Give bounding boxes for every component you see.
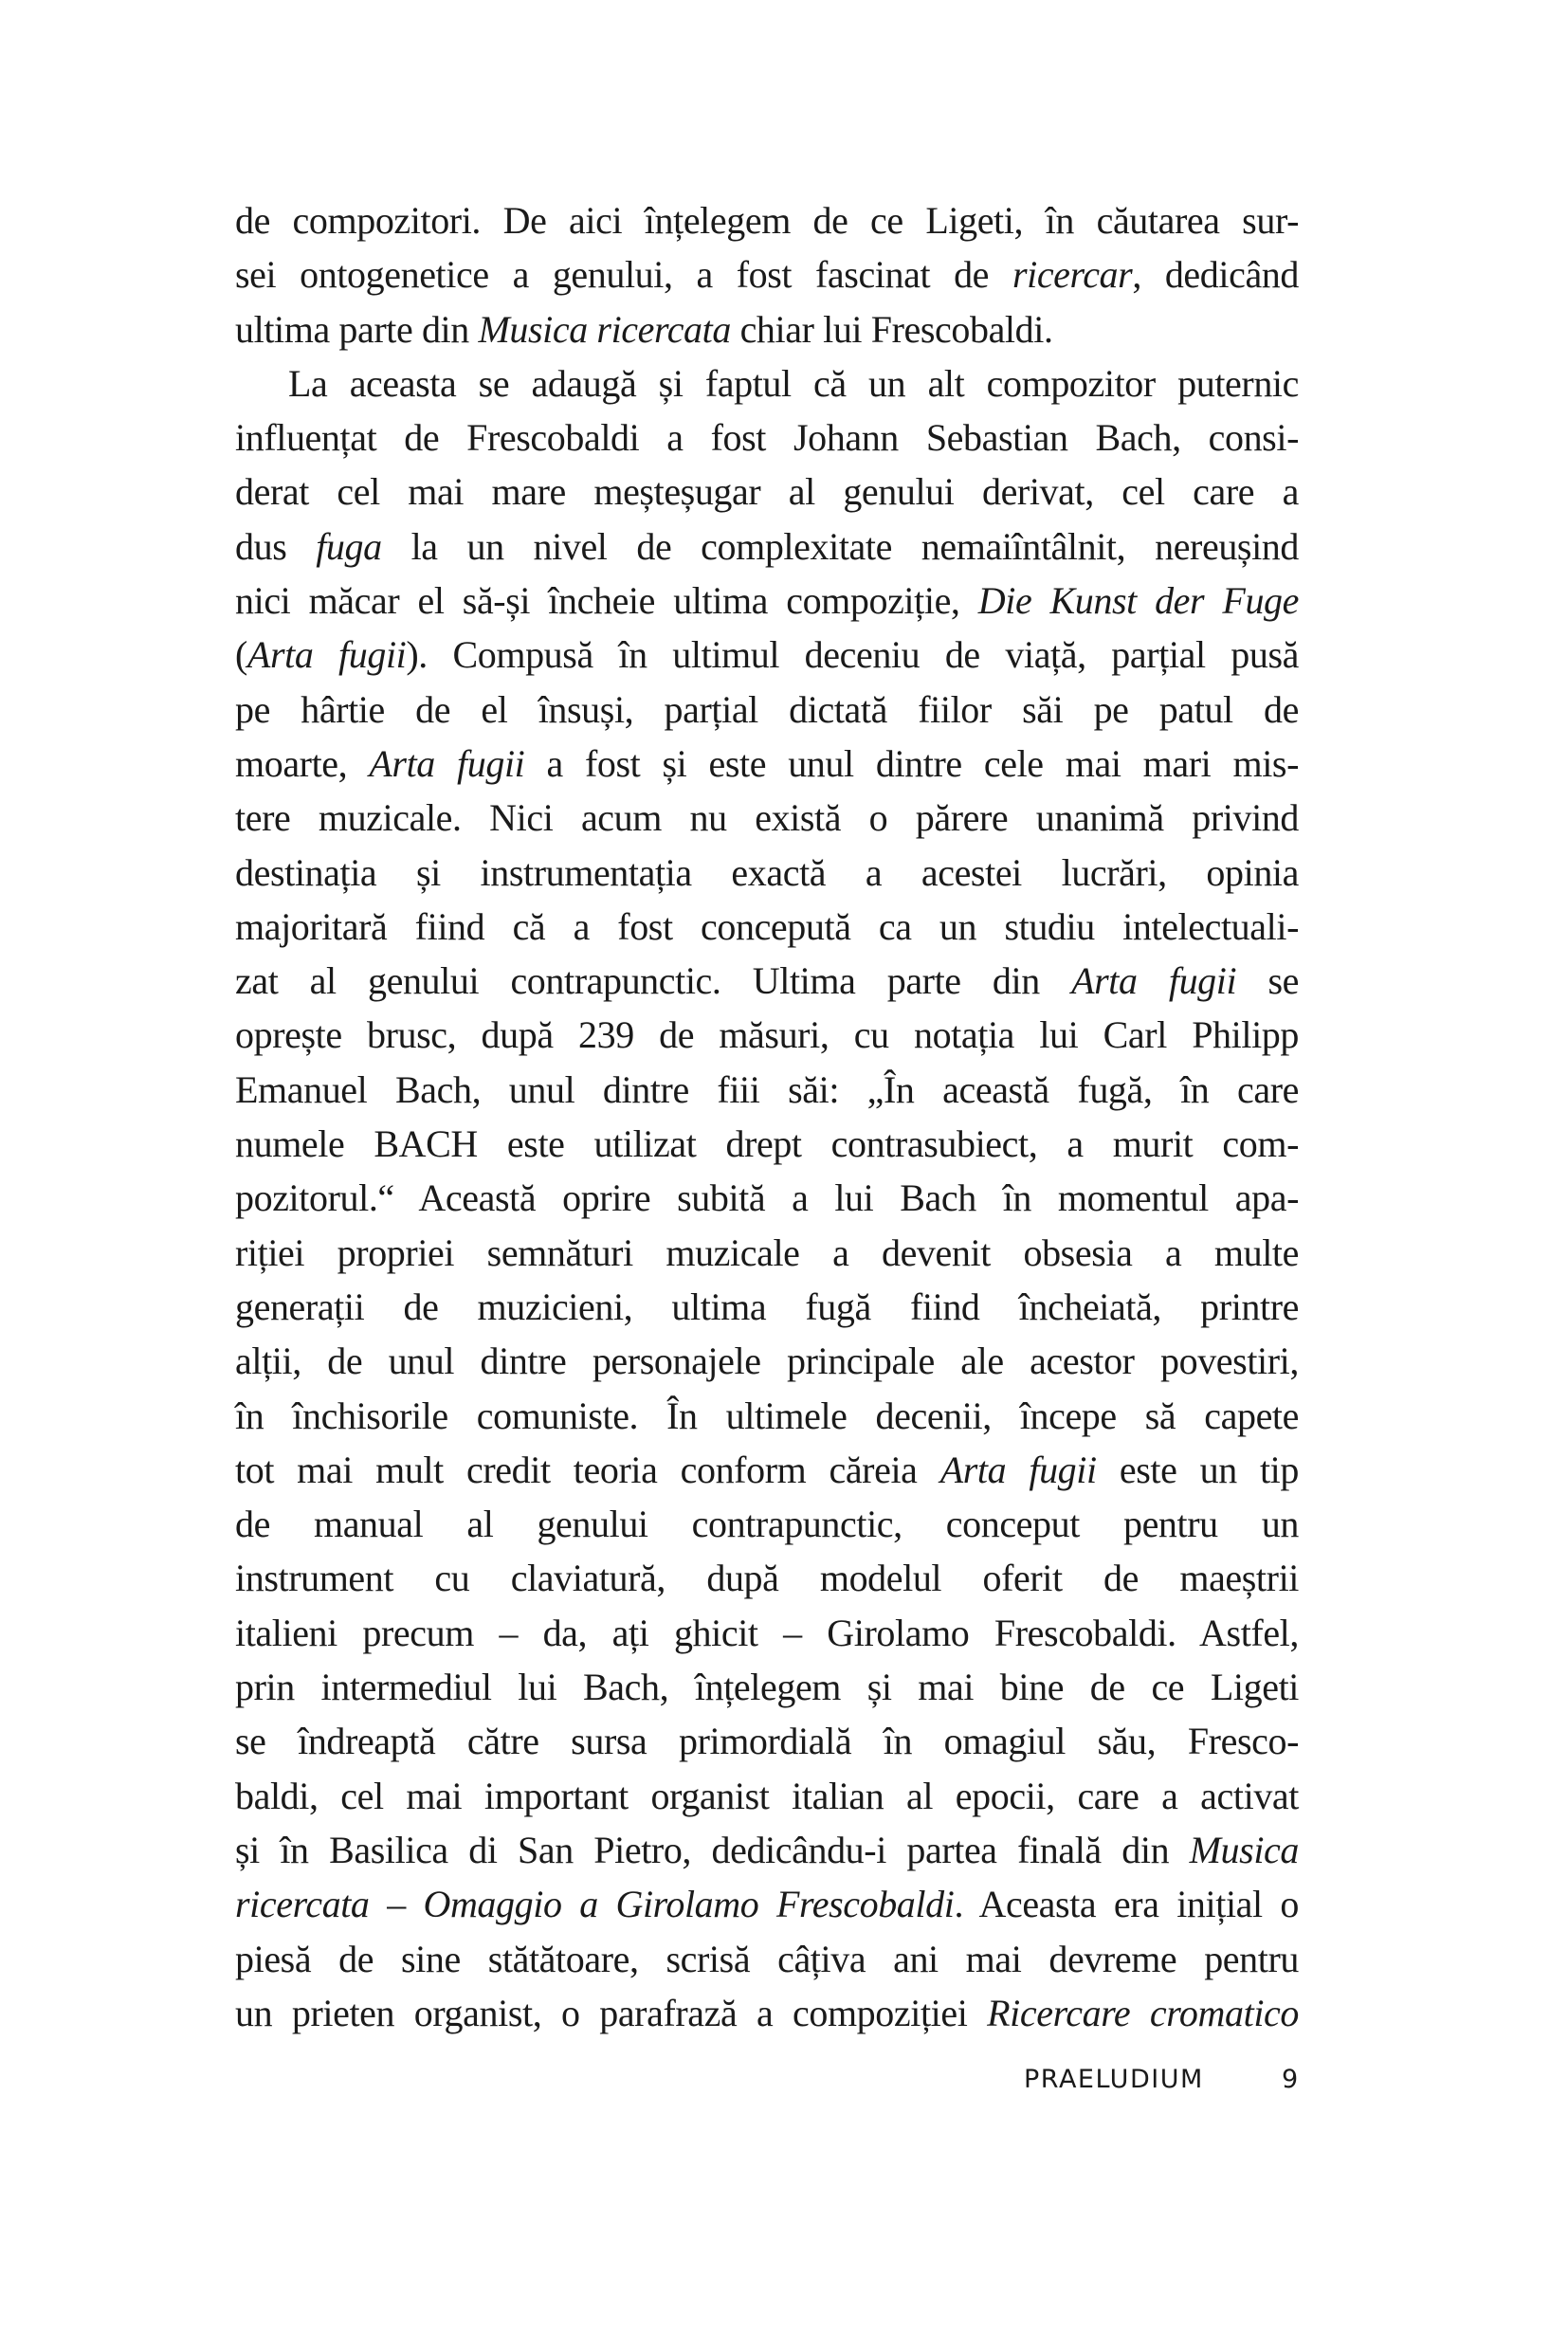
text-line (235, 302, 1299, 356)
italic-title: Musica (1189, 1828, 1299, 1871)
text-run: tere muzicale. Nici acum nu există o părere unanimă privind (235, 796, 1299, 840)
text-line (235, 954, 1299, 1008)
text-run: baldi, cel mai important organist italian al epocii, care a activat (235, 1774, 1299, 1817)
text-run: riției propriei semnături muzicale a devenit obsesia a multe (235, 1230, 1299, 1274)
italic-title: Ricercare cromatico (987, 1991, 1299, 2034)
text-line (235, 1986, 1299, 2040)
text-line (235, 683, 1299, 737)
text-run: se îndreaptă către sursa primordială în omagiul său, Fresco- (235, 1720, 1299, 1763)
text-run: ( (235, 633, 247, 677)
page-number: 9 (1282, 2065, 1300, 2094)
text-line (235, 1226, 1299, 1280)
text-line (235, 1280, 1299, 1334)
text-run: , dedicând (1132, 253, 1299, 297)
text-run: sei ontogenetice a genului, a fost fascinat de (235, 253, 1012, 297)
text-run: este un tip (1096, 1448, 1299, 1491)
text-line (235, 900, 1299, 954)
text-run: derat cel mai mare meșteșugar al genului derivat, cel care a (235, 470, 1299, 514)
text-line (235, 1877, 1299, 1931)
text-line (235, 519, 1299, 574)
text-run: influențat de Frescobaldi a fost Johann Sebastian Bach, consi- (235, 416, 1299, 460)
text-run: numele BACH este utilizat drept contrasubiect, a murit com- (235, 1122, 1299, 1166)
italic-title: fuga (316, 524, 382, 568)
italic-title: Arta fugii (1071, 959, 1237, 1003)
text-run: și în Basilica di San Pietro, dedicându-i partea finală din (235, 1828, 1190, 1871)
italic-title: Arta fugii (939, 1448, 1097, 1491)
italic-title: Arta fugii (369, 741, 525, 785)
text-line (235, 846, 1299, 900)
italic-title: ricercar (1012, 253, 1133, 297)
text-line (235, 247, 1299, 301)
text-line (235, 737, 1299, 791)
text-run: tot mai mult credit teoria conform căreia (235, 1448, 940, 1491)
text-run: piesă de sine stătătoare, scrisă câțiva ani mai devreme pentru (235, 1937, 1299, 1980)
text-line (235, 1389, 1299, 1443)
text-line (235, 1443, 1299, 1497)
text-run: italieni precum – da, ați ghicit – Girolamo Frescobaldi. Astfel, (235, 1611, 1299, 1654)
text-run: a fost și este unul dintre cele mai mari mis- (524, 741, 1300, 785)
text-line (235, 1660, 1299, 1714)
text-line (235, 791, 1299, 845)
italic-title: Musica ricercata (478, 307, 731, 351)
text-run: generații de muzicieni, ultima fugă fiind încheiată, printre (235, 1285, 1299, 1328)
text-run: La aceasta se adaugă și faptul că un alt compozitor puternic (288, 361, 1299, 405)
text-line (235, 1497, 1299, 1551)
text-line (235, 1063, 1299, 1117)
italic-title: Arta fugii (246, 633, 407, 677)
text-run: Emanuel Bach, unul dintre fiii săi: „În această fugă, în care (235, 1067, 1299, 1111)
body-text (235, 193, 1299, 2040)
text-run: moarte, (235, 741, 370, 785)
text-run: . Aceasta era inițial o (954, 1883, 1300, 1926)
text-run: dus (235, 524, 317, 568)
text-run: pe hârtie de el însuși, parțial dictată fiilor săi pe patul de (235, 687, 1299, 731)
text-run: majoritară fiind că a fost concepută ca un studiu intelectuali- (235, 904, 1299, 948)
text-line (235, 410, 1299, 465)
text-line (235, 1823, 1299, 1877)
text-run: prin intermediul lui Bach, înțelegem și mai bine de ce Ligeti (235, 1666, 1299, 1709)
running-title: PRAELUDIUM (1024, 2065, 1204, 2094)
text-line (235, 1008, 1299, 1062)
text-line (235, 1769, 1299, 1823)
text-run: la un nivel de complexitate nemaiîntâlnit, nereușind (381, 524, 1300, 568)
text-line (235, 1932, 1299, 1986)
text-run: oprește brusc, după 239 de măsuri, cu notația lui Carl Philipp (235, 1013, 1299, 1057)
text-run: destinația și instrumentația exactă a acestei lucrări, opinia (235, 850, 1299, 894)
text-run: ultima parte din (235, 307, 479, 351)
text-run: de compozitori. De aici înțelegem de ce Ligeti, în căutarea sur- (235, 199, 1299, 242)
text-run: de manual al genului contrapunctic, conceput pentru un (235, 1503, 1299, 1546)
text-line (235, 1171, 1299, 1225)
text-line (235, 356, 1299, 410)
text-line (235, 1117, 1299, 1171)
text-run: se (1236, 959, 1299, 1003)
text-line (235, 574, 1299, 628)
text-run: ). Compusă în ultimul deceniu de viață, parțial pusă (406, 633, 1299, 677)
text-line (235, 1551, 1299, 1605)
italic-title: Die Kunst der Fuge (977, 579, 1299, 623)
text-run: în închisorile comuniste. În ultimele decenii, începe să capete (235, 1394, 1299, 1437)
text-run: nici măcar el să-și încheie ultima compoziție, (235, 579, 978, 623)
italic-title: ricercata – Omaggio a Girolamo Frescobaldi (235, 1883, 955, 1926)
text-run: pozitorul.“ Această oprire subită a lui Bach în momentul apa- (235, 1176, 1299, 1220)
text-run: chiar lui Frescobaldi. (730, 307, 1053, 351)
text-line (235, 1606, 1299, 1660)
text-line (235, 1714, 1299, 1768)
text-line (235, 628, 1299, 682)
text-run: un prieten organist, o parafrază a compoziției (235, 1991, 988, 2034)
text-run: alții, de unul dintre personajele principale ale acestor povestiri, (235, 1340, 1299, 1383)
text-line (235, 1334, 1299, 1388)
running-footer (0, 2065, 1568, 2103)
text-line (235, 465, 1299, 519)
text-line (235, 193, 1299, 247)
text-run: instrument cu claviatură, după modelul oferit de maeștrii (235, 1557, 1299, 1600)
text-run: zat al genului contrapunctic. Ultima parte din (235, 959, 1072, 1003)
